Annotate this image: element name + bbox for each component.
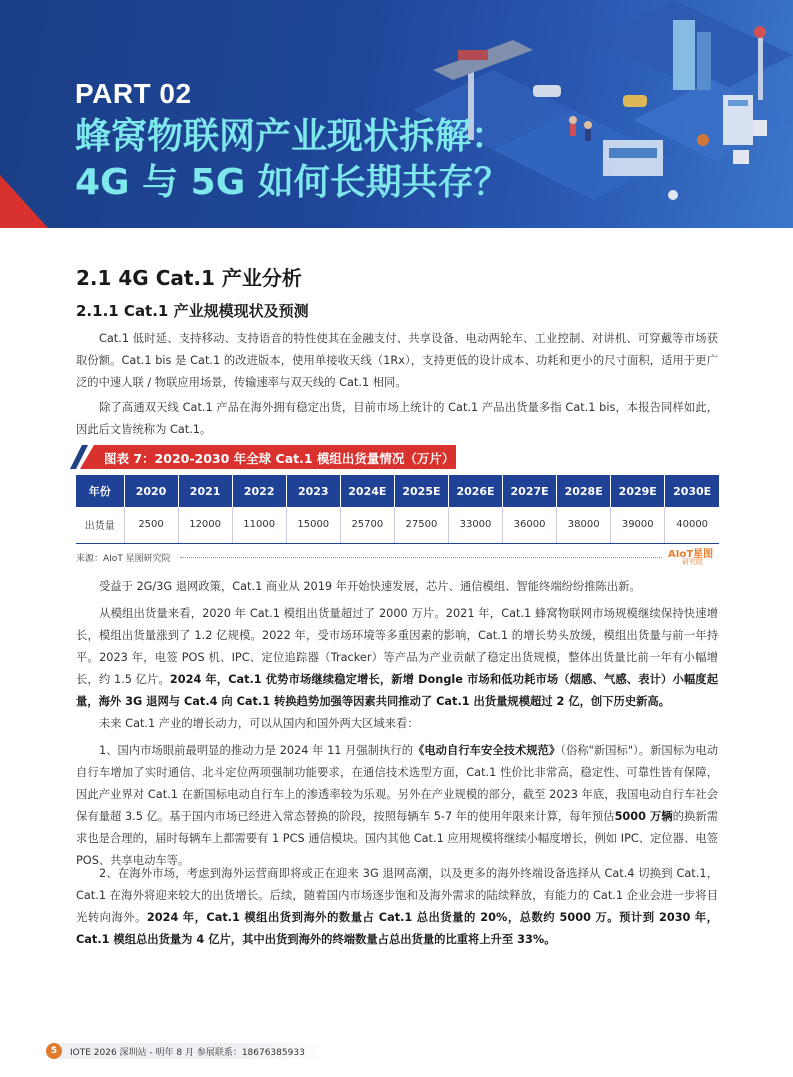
table-cell: 出货量 <box>76 507 124 543</box>
table-header-cell: 2025E <box>394 475 448 507</box>
table-cell: 25700 <box>340 507 394 543</box>
table-cell: 33000 <box>448 507 502 543</box>
paragraph-4: 从模组出货量来看，2020 年 Cat.1 模组出货量超过了 2000 万片。2021 年，Cat.1 蜂窝物联网市场规模继续保持快速增长，模组出货量涨到了 1.2 亿规模。2022 年，受市场环境等多重因素的影响，Cat.1 的增长势头放缓，模组出货量与前一年持平。2023 年，电签 POS 机、IPC、定位追踪器（Tracker）等产品为产业贡献了稳定出货规模，整体出货量比前一年有小幅增长，约 1.5 亿片。2024 年，Cat.1 优势市场继续稳定增长，新增 Dongle 市场和低功耗市场（烟感、气感、表计）小幅度起量，海外 3G 退网与 Cat.4 向 Cat.1 转换趋势加强等因素共同推动了 Cat.1 出货量规模超过 2 亿，创下历史新高。 <box>76 607 718 708</box>
table-cell: 36000 <box>503 507 557 543</box>
page-number: 5 <box>46 1043 62 1059</box>
paragraph-5: 未来 Cat.1 产业的增长动力，可以从国内和国外两大区域来看： <box>99 717 419 730</box>
table-row <box>76 507 719 543</box>
paragraph-6: 1、国内市场眼前最明显的推动力是 2024 年 11 月强制执行的《电动自行车安全技术规范》（俗称"新国标"）。新国标为电动自行车增加了实时通信、北斗定位两项强制功能要求，在通信技术选型方面，Cat.1 性价比非常高，稳定性、可靠性皆有保障，因此产业界对 Cat.1 在新国标电动自行车上的渗透率较为乐观。另外在产业规模的部分，截至 2023 年底，我国电动自行车社会保有量超 3.5 亿。基于国内市场已经进入常态替换的阶段，按照每辆车 5-7 年的使用年限来计算，每年预估5000 万辆的换新需求也是合理的，届时每辆车上都需要有 1 PCS 通信模块。国内其他 Cat.1 应用规模将继续小幅度增长，例如 IPC、定位器、电签 POS、共享电动车等。 <box>76 744 718 867</box>
aiot-logo: AIoT星图 研究院 <box>668 549 714 566</box>
table-header-cell: 2030E <box>665 475 719 507</box>
shipment-table <box>76 475 719 544</box>
table-header-cell: 2023 <box>286 475 340 507</box>
table-header-cell: 年份 <box>76 475 124 507</box>
table-header-cell: 2020 <box>124 475 178 507</box>
section-heading: 2.1 4G Cat.1 产业分析 <box>76 266 302 290</box>
table-header-cell: 2021 <box>178 475 232 507</box>
paragraph-2: 除了高通双天线 Cat.1 产品在海外拥有稳定出货，目前市场上统计的 Cat.1 产品出货量多指 Cat.1 bis，本报告同样如此，因此后文皆统称为 Cat.1。 <box>76 401 718 436</box>
table-header-cell: 2026E <box>448 475 502 507</box>
paragraph-7: 2、在海外市场，考虑到海外运营商即将或正在迎来 3G 退网高潮，以及更多的海外终端设备选择从 Cat.4 切换到 Cat.1，Cat.1 在海外将迎来较大的出货增长。后续，随着国内市场逐步饱和及海外需求的陆续释放，有能力的 Cat.1 企业会进一步将目光转向海外。2024 年，Cat.1 模组出货到海外的数量占 Cat.1 总出货量的 20%，总数约 5000 万。预计到 2030 年，Cat.1 模组总出货量为 4 亿片，其中出货到海外的终端数量占总出货量的比重将上升至 33%。 <box>76 867 718 946</box>
source-note: 来源：AIoT 星图研究院 <box>76 554 171 564</box>
banner-title <box>75 114 510 206</box>
paragraph-4-emphasis: 2024 年，Cat.1 优势市场继续稳定增长，新增 Dongle 市场和低功耗市场（烟感、气感、表计）小幅度起量，海外 3G 退网与 Cat.4 向 Cat.1 转换趋势加强等因素共同推动了 Cat.1 出货量规模超过 2 亿，创下历史新高。 <box>76 673 718 708</box>
regulation-title: 《电动自行车安全技术规范》 <box>413 744 561 757</box>
table-cell: 38000 <box>557 507 611 543</box>
paragraph-3: 受益于 2G/3G 退网政策，Cat.1 商业从 2019 年开始快速发展，芯片、通信模组、智能终端纷纷推陈出新。 <box>99 580 641 593</box>
page-footer <box>46 1043 326 1059</box>
table-cell: 40000 <box>665 507 719 543</box>
banner-title-line-1: 蜂窝物联网产业现状拆解： <box>75 116 508 157</box>
subsection-heading: 2.1.1 Cat.1 产业规模现状及预测 <box>76 302 309 320</box>
dotted-divider <box>180 557 662 558</box>
header-banner <box>0 0 793 228</box>
table-header-cell: 2024E <box>340 475 394 507</box>
paragraph-1: Cat.1 低时延、支持移动、支持语音的特性使其在金融支付、共享设备、电动两轮车、工业控制、对讲机、可穿戴等市场获取份额。Cat.1 bis 是 Cat.1 的改进版本，使用单接收天线（1Rx），支持更低的设计成本、功耗和更小的尺寸面积，适用于更广泛的中速人联 / 物联应用场景，传输速率与双天线的 Cat.1 相同。 <box>76 332 718 389</box>
table-cell: 11000 <box>232 507 286 543</box>
banner-title-line-2: 4G 与 5G 如何长期共存？ <box>75 162 510 203</box>
demand-figure: 5000 万辆 <box>614 810 673 823</box>
figure-caption: 图表 7：2020-2030 年全球 Cat.1 模组出货量情况（万片） <box>70 445 456 469</box>
table-cell: 27500 <box>394 507 448 543</box>
footer-text: IOTE 2026 深圳站 - 明年 8 月 参展联系：18676385933 <box>70 1048 305 1058</box>
table-header-cell: 2028E <box>557 475 611 507</box>
table-header-row <box>76 475 719 507</box>
table-cell: 12000 <box>178 507 232 543</box>
table-cell: 39000 <box>611 507 665 543</box>
table-cell: 15000 <box>286 507 340 543</box>
paragraph-7-emphasis: 2024 年，Cat.1 模组出货到海外的数量占 Cat.1 总出货量的 20%，总数约 5000 万。预计到 2030 年，Cat.1 模组总出货量为 4 亿片，其中出货到海外的终端数量占总出货量的比重将上升至 33%。 <box>76 911 718 946</box>
red-corner-accent <box>0 175 48 228</box>
part-label: PART 02 <box>75 78 192 109</box>
table-cell: 2500 <box>124 507 178 543</box>
table-header-cell: 2029E <box>611 475 665 507</box>
table-header-cell: 2027E <box>503 475 557 507</box>
table-header-cell: 2022 <box>232 475 286 507</box>
